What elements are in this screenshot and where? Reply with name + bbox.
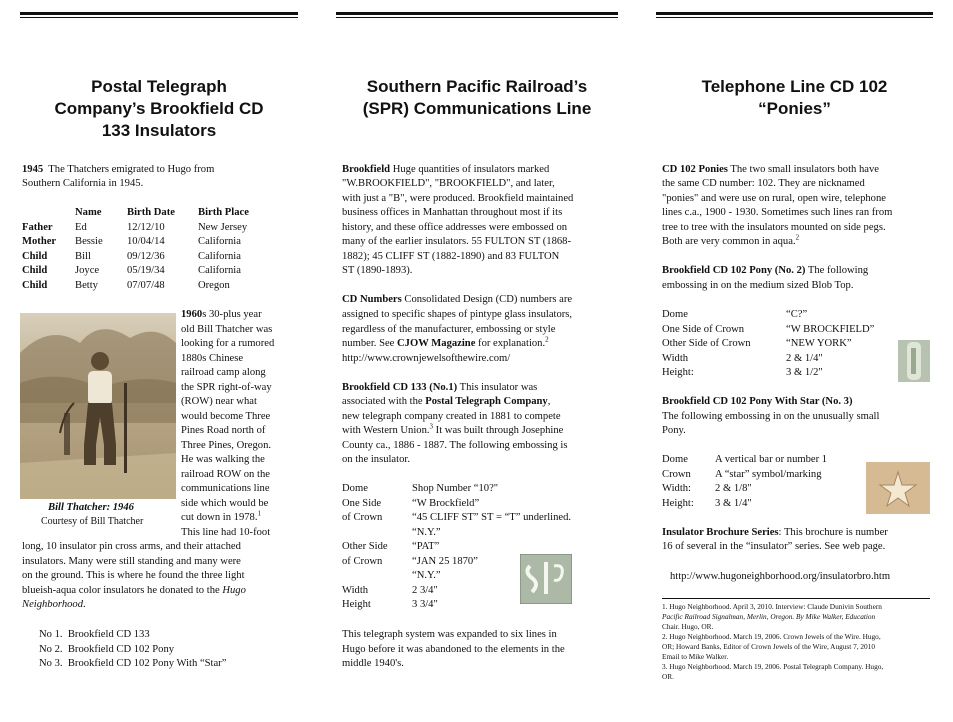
wrap-line: 1960s 30-plus year <box>181 309 262 320</box>
section-heading: Southern Pacific Railroad’s (SPR) Communications Line <box>362 77 592 118</box>
body-line: with just a "B", were produced. Brookfield maintained <box>342 193 574 204</box>
wrap-line: (ROW) near what <box>181 396 257 407</box>
insulator-embossing-photo <box>520 554 572 604</box>
name-cell: Bill <box>75 251 91 262</box>
emboss-value: 2 3/4" <box>412 585 438 596</box>
emboss-key: Crown <box>662 469 691 480</box>
wrap-line: He was walking the <box>181 454 265 465</box>
place-cell: Oregon <box>198 280 230 291</box>
emboss-value: 3 & 1/2" <box>786 367 823 378</box>
emboss-key: Dome <box>662 454 688 465</box>
body-line: the same CD number: 102. They are nicknamed <box>662 178 865 189</box>
footnote-divider <box>662 598 930 599</box>
body-line: insulators. Many were still standing and many were <box>22 556 241 567</box>
body-line: middle 1940's. <box>342 658 404 669</box>
emboss-key: Other Side of Crown <box>662 338 751 349</box>
wrap-line: looking for a rumored <box>181 338 275 349</box>
emboss-value: 3 3/4" <box>412 599 438 610</box>
body-line: Brookfield CD 133 (No.1) This insulator was <box>342 382 538 393</box>
date-cell: 12/12/10 <box>127 222 165 233</box>
pony-star-photo <box>866 462 930 514</box>
top-rule <box>656 12 933 15</box>
body-line: number. See CJOW Magazine for explanation.$^2$ <box>342 335 549 349</box>
footnote-line: 2. Hugo Neighborhood. March 19, 2006. Crown Jewels of the Wire. Hugo, <box>662 632 881 641</box>
body-line: on the ground. This is where he found the three light <box>22 570 245 581</box>
date-cell: 05/19/34 <box>127 265 165 276</box>
name-cell: Bessie <box>75 236 103 247</box>
body-line: "ponies" and were use on rural, open wire, telephone <box>662 193 886 204</box>
body-line: history, and these office addresses were embossed on <box>342 222 568 233</box>
emboss-key: Width <box>342 585 369 596</box>
section-heading: Postal Telegraph Company’s Brookfield CD 133 Insulators <box>54 77 264 140</box>
emboss-value: “NEW YORK” <box>786 338 852 349</box>
emboss-value: “C?” <box>786 309 808 320</box>
body-line: Brookfield CD 102 Pony (No. 2) The following <box>662 265 869 276</box>
wrap-line: railroad camp along <box>181 367 266 378</box>
emboss-value: “W Brockfield” <box>412 498 480 509</box>
wrap-line: Pines Road north of <box>181 425 266 436</box>
wrap-line: Three Pines, Oregon. <box>181 440 272 451</box>
top-rule-thin <box>656 17 933 18</box>
emboss-key: Other Side <box>342 541 388 552</box>
intro-paragraph-line2: Southern California in 1945. <box>22 178 144 189</box>
name-cell: Joyce <box>75 265 100 276</box>
place-cell: California <box>198 265 241 276</box>
role-cell: Child <box>22 280 48 291</box>
wrap-line: old Bill Thatcher was <box>181 324 273 335</box>
body-line: associated with the Postal Telegraph Company, <box>342 396 551 407</box>
emboss-value: “N.Y.” <box>412 570 441 581</box>
body-line: Both are very common in aqua.$^2$ <box>662 233 800 247</box>
emboss-key: Height: <box>662 367 694 378</box>
column-telephone-ponies <box>656 0 933 722</box>
place-cell: California <box>198 236 241 247</box>
column-postal-telegraph <box>20 0 298 722</box>
body-line: with Western Union.$^3$ It was built through Josephine <box>342 422 564 436</box>
top-rule <box>336 12 618 15</box>
footnote-line: OR; Howard Banks, Editor of Crown Jewels of the Wire, August 7, 2010 <box>662 642 875 651</box>
footnote-line: OR. <box>662 672 674 681</box>
top-rule <box>20 12 298 15</box>
body-line: long, 10 insulator pin cross arms, and their attached <box>22 541 241 552</box>
place-cell: New Jersey <box>198 222 248 233</box>
bill-thatcher-photo <box>20 313 176 499</box>
body-line: ST (1890-1893). <box>342 265 413 276</box>
emboss-key: Width <box>662 353 689 364</box>
date-cell: 09/12/36 <box>127 251 165 262</box>
body-line: embossing in on the medium sized Blob Top. <box>662 280 854 291</box>
photo-caption: Bill Thatcher: 1946 <box>48 502 134 513</box>
date-cell: 07/07/48 <box>127 280 165 291</box>
wrap-line: railroad ROW on the <box>181 469 270 480</box>
wrap-line: the SPR right-of-way <box>181 382 272 393</box>
section-heading: Telephone Line CD 102 “Ponies” <box>701 77 888 118</box>
body-line: CD Numbers Consolidated Design (CD) numbers are <box>342 294 573 305</box>
body-line: business offices in Manhattan throughout most if its <box>342 207 563 218</box>
body-line: assigned to specific shapes of pintype glass insulators, <box>342 309 573 320</box>
emboss-key: Width: <box>662 483 691 494</box>
list-item: No 1. Brookfield CD 133 <box>39 629 150 640</box>
emboss-value: “N.Y.” <box>412 527 441 538</box>
table-header-date: Birth Date <box>127 207 175 218</box>
body-line: 16 of several in the “insulator” series. See web page. <box>662 541 886 552</box>
emboss-key: One Side of Crown <box>662 324 745 335</box>
body-line: blueish-aqua color insulators he donated to the Hugo <box>22 585 246 596</box>
emboss-value: “JAN 25 1870” <box>412 556 478 567</box>
emboss-key: Dome <box>342 483 368 494</box>
wrap-line: This line had 10-foot <box>181 527 271 538</box>
footnote-line: Email to Mike Walker. <box>662 652 729 661</box>
table-header-place: Birth Place <box>198 207 249 218</box>
top-rule-thin <box>20 17 298 18</box>
place-cell: California <box>198 251 241 262</box>
list-item: No 2. Brookfield CD 102 Pony <box>39 644 175 655</box>
footnote-line: 3. Hugo Neighborhood. March 19, 2006. Postal Telegraph Company. Hugo, <box>662 662 884 671</box>
wrap-line: side which would be <box>181 498 269 509</box>
list-item: No 3. Brookfield CD 102 Pony With “Star” <box>39 658 227 669</box>
table-header-name: Name <box>75 207 102 218</box>
wrap-line: would become Three <box>181 411 271 422</box>
body-line: CD 102 Ponies The two small insulators both have <box>662 164 879 175</box>
role-cell: Father <box>22 222 53 233</box>
intro-paragraph: 1945 The Thatchers emigrated to Hugo from <box>22 164 215 175</box>
body-line: many of the earlier insulators. 55 FULTON ST (1868- <box>342 236 572 247</box>
role-cell: Mother <box>22 236 57 247</box>
body-line: Brookfield Huge quantities of insulators marked <box>342 164 550 175</box>
emboss-value: 2 & 1/8" <box>715 483 752 494</box>
role-cell: Child <box>22 251 48 262</box>
emboss-key: Dome <box>662 309 688 320</box>
body-line: Pony. <box>662 425 686 436</box>
body-line: 1882); 45 CLIFF ST (1882-1890) and 83 FULTON <box>342 251 560 262</box>
date-cell: 10/04/14 <box>127 236 165 247</box>
pony-no2-photo <box>898 340 930 382</box>
body-line: Brookfield CD 102 Pony With Star (No. 3) <box>662 396 853 407</box>
body-line: Insulator Brochure Series: This brochure is number <box>662 527 888 538</box>
top-rule-thin <box>336 17 618 18</box>
emboss-key: One Side <box>342 498 382 509</box>
emboss-value: 3 & 1/4" <box>715 498 752 509</box>
name-cell: Betty <box>75 280 98 291</box>
emboss-value: Shop Number “10?" <box>412 483 499 494</box>
body-line: This telegraph system was expanded to six lines in <box>342 629 557 640</box>
emboss-key: Height <box>342 599 371 610</box>
emboss-value: “W BROCKFIELD” <box>786 324 875 335</box>
body-line: Hugo before it was abandoned to the elements in the <box>342 644 565 655</box>
crown-jewels-link[interactable]: http://www.crownjewelsofthewire.com/ <box>342 353 511 364</box>
footnote-line: Pacific Railroad Signalman, Merlin, Oregon. By Mike Walker, Education <box>662 612 876 621</box>
body-line: regardless of the manufacturer, embossing or style <box>342 324 556 335</box>
insulator-brochure-link[interactable]: http://www.hugoneighborhood.org/insulatorbro.htm <box>670 571 891 582</box>
emboss-value: “45 CLIFF ST” ST = “T” underlined. <box>412 512 572 523</box>
footnote-line: Chair. Hugo, OR. <box>662 622 714 631</box>
body-line: tree to tree with the insulators mounted on side pegs. <box>662 222 886 233</box>
role-cell: Child <box>22 265 48 276</box>
emboss-value: A “star” symbol/marking <box>715 469 822 480</box>
footnote-line: 1. Hugo Neighborhood. April 3, 2010. Interview: Claude Dunivin Southern <box>662 602 882 611</box>
body-line: on the insulator. <box>342 454 410 465</box>
emboss-key: of Crown <box>342 512 383 523</box>
body-line: Neighborhood. <box>22 599 86 610</box>
photo-credit: Courtesy of Bill Thatcher <box>41 516 144 527</box>
wrap-line: communications line <box>181 483 270 494</box>
emboss-value: A vertical bar or number 1 <box>715 454 828 465</box>
body-line: "W.BROOKFIELD", "BROOKFIELD", and later, <box>342 178 555 189</box>
body-line: lines c.a., 1900 - 1930. Sometimes such lines ran from <box>662 207 893 218</box>
name-cell: Ed <box>75 222 87 233</box>
wrap-line: cut down in 1978.$^1$ <box>181 509 262 523</box>
body-line: The following embossing in on the unusually small <box>662 411 880 422</box>
body-line: new telegraph company created in 1881 to compete <box>342 411 561 422</box>
emboss-key: of Crown <box>342 556 383 567</box>
emboss-key: Height: <box>662 498 694 509</box>
column-spr-communications <box>336 0 618 722</box>
emboss-value: “PAT” <box>412 541 440 552</box>
body-line: County ca., 1886 - 1887. The following embossing is <box>342 440 568 451</box>
emboss-value: 2 & 1/4" <box>786 353 823 364</box>
wrap-line: 1880s Chinese <box>181 353 244 364</box>
